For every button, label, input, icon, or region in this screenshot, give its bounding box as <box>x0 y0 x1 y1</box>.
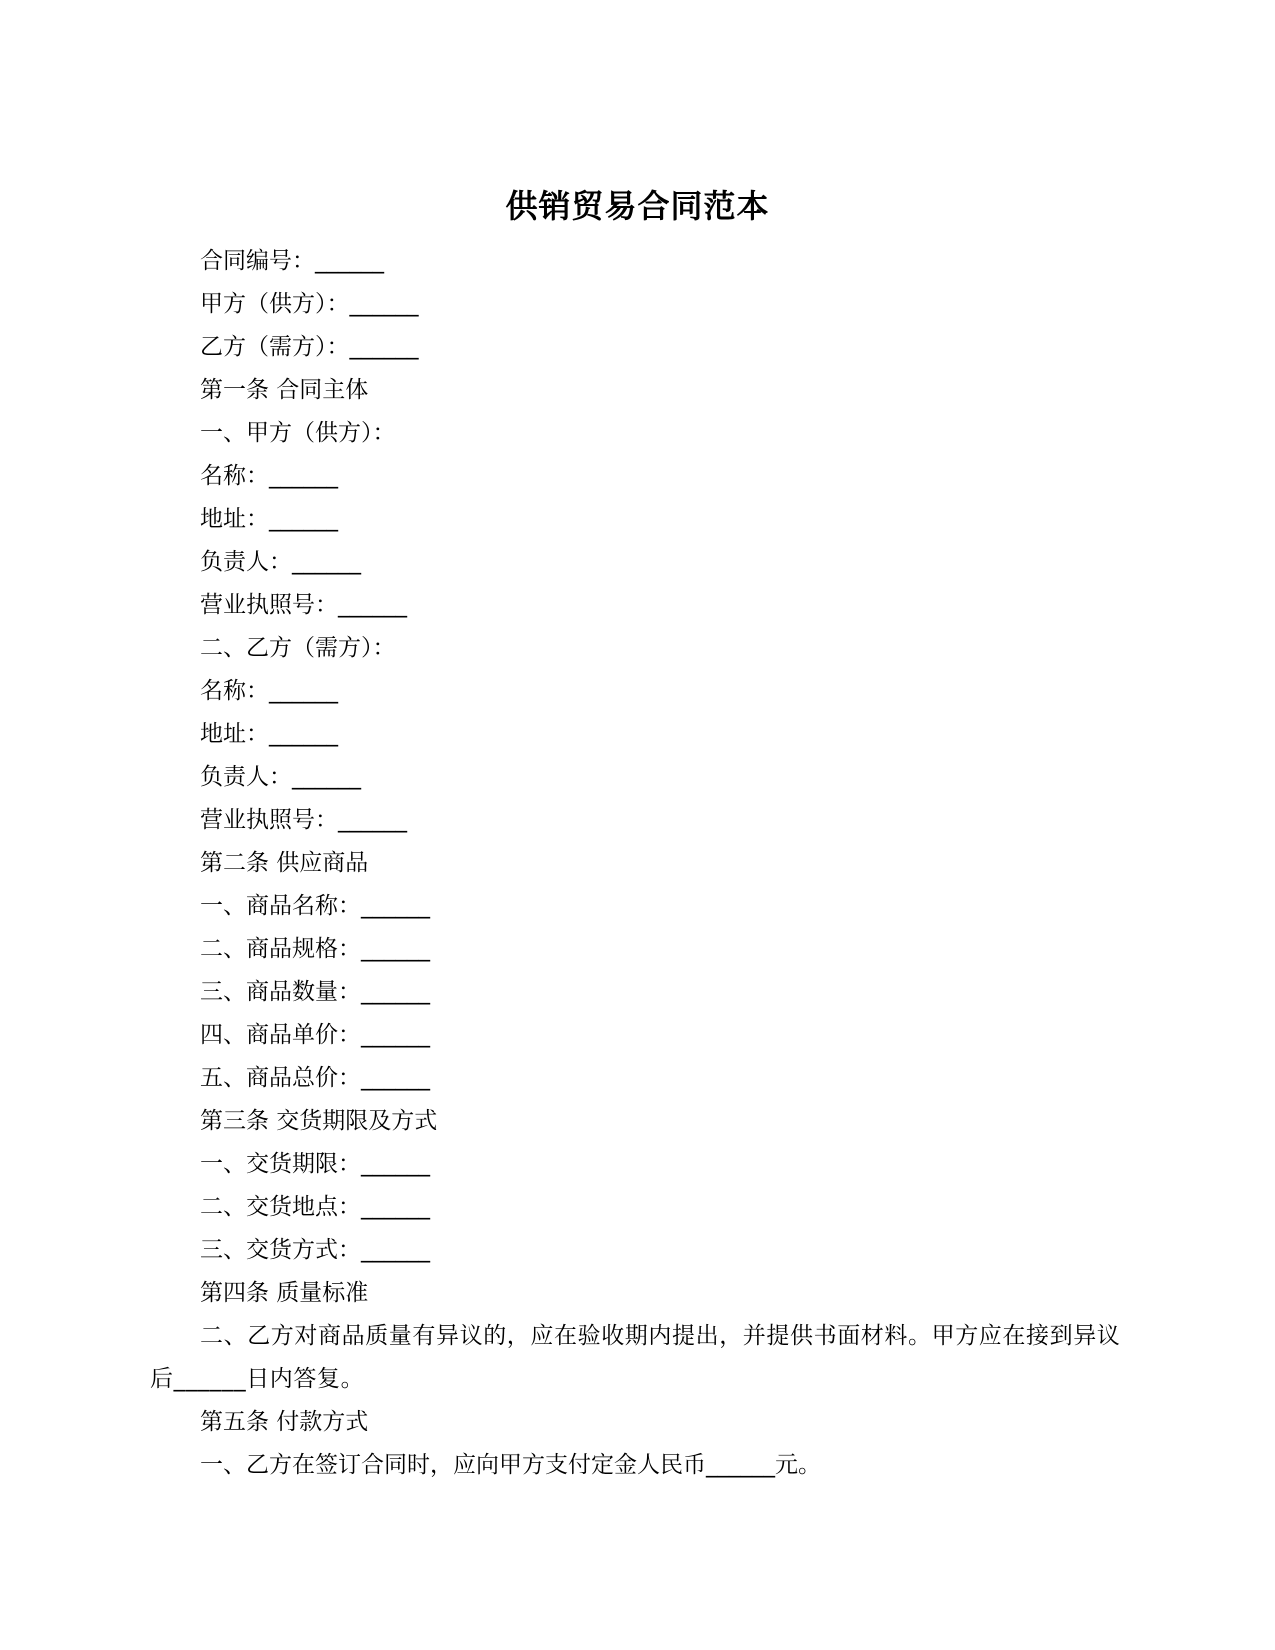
party-b-subheading: 二、乙方（需方）： <box>200 635 396 661</box>
party-a-manager-line: 负责人：______ <box>200 549 361 575</box>
party-a-subheading: 一、甲方（供方）： <box>200 420 396 446</box>
delivery-method-line: 三、交货方式：______ <box>200 1237 430 1263</box>
party-b-address-line: 地址：______ <box>200 721 338 747</box>
goods-total-price-line: 五、商品总价：______ <box>200 1065 430 1091</box>
contract-number-line: 合同编号：______ <box>200 248 384 274</box>
article-2-heading: 第二条 供应商品 <box>200 850 369 876</box>
goods-spec-line: 二、商品规格：______ <box>200 936 430 962</box>
article-4-heading: 第四条 质量标准 <box>200 1280 369 1306</box>
document-title: 供销贸易合同范本 <box>505 187 770 225</box>
party-b-name-line: 名称：______ <box>200 678 338 704</box>
deposit-payment-line: 一、乙方在签订合同时，应向甲方支付定金人民币______元。 <box>200 1452 821 1478</box>
goods-quantity-line: 三、商品数量：______ <box>200 979 430 1005</box>
party-a-address-line: 地址：______ <box>200 506 338 532</box>
party-a-name-line: 名称：______ <box>200 463 338 489</box>
delivery-deadline-line: 一、交货期限：______ <box>200 1151 430 1177</box>
goods-name-line: 一、商品名称：______ <box>200 893 430 919</box>
contract-body <box>150 240 1130 1487</box>
party-a-line: 甲方（供方）：______ <box>200 291 419 317</box>
party-a-license-line: 营业执照号：______ <box>200 592 407 618</box>
article-1-heading: 第一条 合同主体 <box>200 377 369 403</box>
goods-unit-price-line: 四、商品单价：______ <box>200 1022 430 1048</box>
quality-objection-paragraph: 二、乙方对商品质量有异议的，应在验收期内提出，并提供书面材料。甲方应在接到异议后______日内答复。 <box>150 1323 1121 1392</box>
delivery-location-line: 二、交货地点：______ <box>200 1194 430 1220</box>
party-b-manager-line: 负责人：______ <box>200 764 361 790</box>
article-3-heading: 第三条 交货期限及方式 <box>200 1108 438 1134</box>
party-b-license-line: 营业执照号：______ <box>200 807 407 833</box>
party-b-line: 乙方（需方）：______ <box>200 334 419 360</box>
article-5-heading: 第五条 付款方式 <box>200 1409 369 1435</box>
